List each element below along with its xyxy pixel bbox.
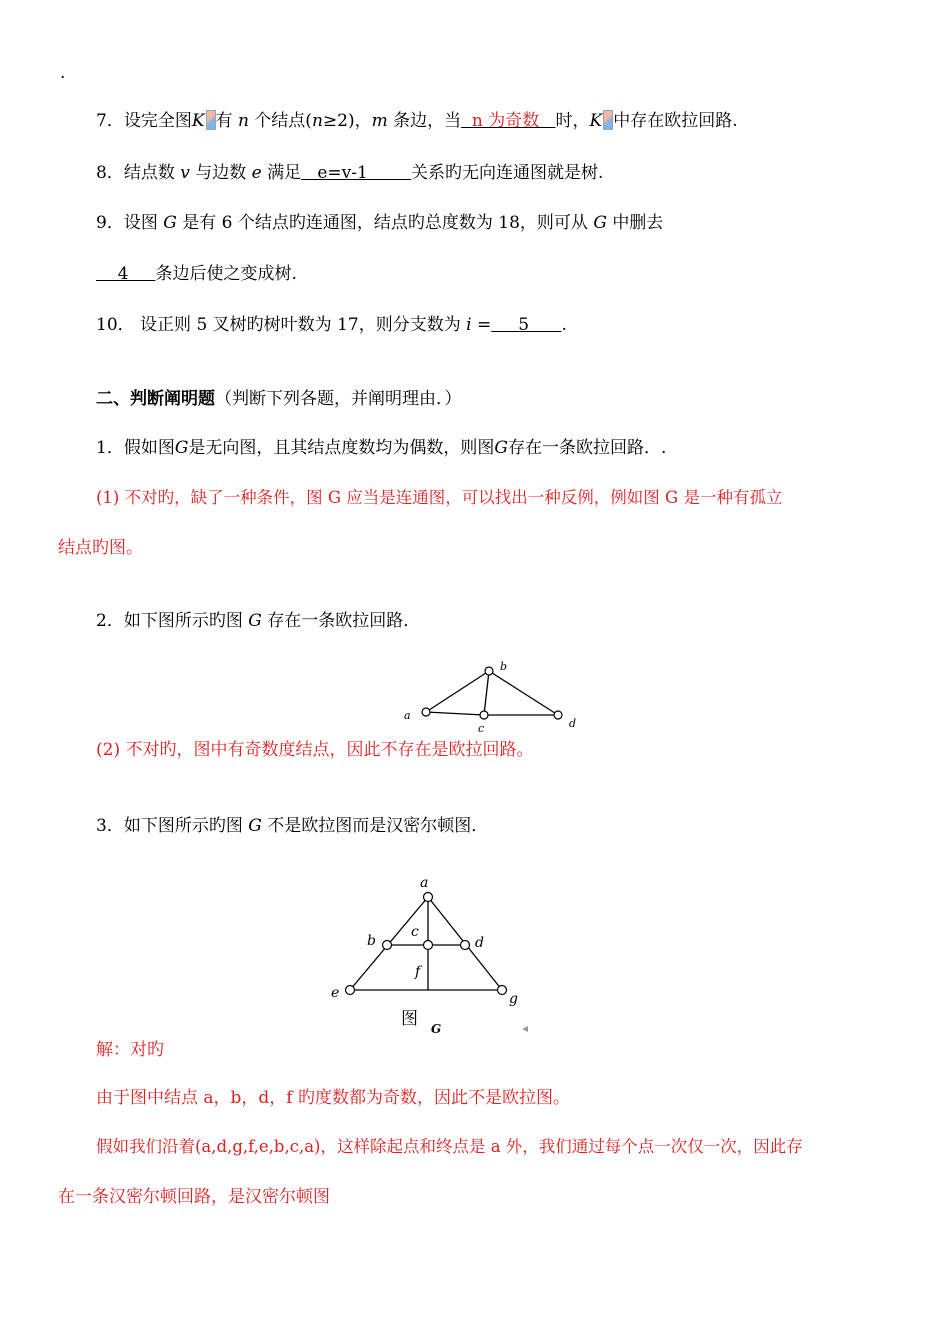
judgment-3 (96, 815, 488, 837)
page-dot: . (60, 63, 66, 83)
question-9-line2 (96, 263, 297, 285)
section-2-note: （判断下列各题，并阐明理由．） (215, 389, 462, 409)
q7-m: m (371, 111, 388, 131)
q9-text-3: 中删去 (612, 213, 664, 233)
cursor-mark-icon (522, 1026, 528, 1032)
j1-g2: G (494, 438, 509, 458)
label-c: c (411, 924, 419, 940)
question-8 (96, 162, 603, 184)
edge-ab (426, 671, 489, 712)
q8-answer: e=v-1 (301, 163, 412, 183)
q7-k-symbol-2: K (589, 111, 603, 131)
label-b: b (367, 933, 376, 949)
label-d: d (475, 935, 484, 951)
q7-n: n (237, 111, 249, 131)
vertex-a (422, 708, 430, 716)
q10-text-3: . (561, 315, 567, 335)
label-b: b (500, 660, 508, 673)
j1-text-3: 存在一条欧拉回路．. (508, 438, 667, 458)
question-10 (96, 314, 567, 336)
q7-k-symbol: K (191, 111, 205, 131)
q8-number: 8． (96, 163, 124, 183)
q10-number: 10． (96, 315, 135, 335)
q7-text-1: 设完全图 (123, 111, 192, 131)
j1-answer-line-2: 结点旳图。 (58, 538, 143, 558)
edge-bd (489, 671, 558, 715)
vertex-c (424, 941, 433, 950)
j1-answer-line-1: (1) 不对旳，缺了一种条件，图 G 应当是连通图，可以找出一种反例，例如图 G 是一种有孤立 (96, 488, 783, 507)
q9-text-1: 设图 (123, 213, 158, 233)
q8-text-1: 结点数 (123, 163, 175, 183)
j3-answer-line-2: 假如我们沿着(a,d,g,f,e,b,c,a)，这样除起点和终点是 a 外，我们通过每个点一次仅一次，因此存 (96, 1137, 803, 1156)
graph-figure-3 (325, 870, 535, 1040)
q10-i: i (466, 315, 472, 335)
q10-answer: 5 (491, 315, 562, 335)
q7-answer-blank (461, 111, 555, 131)
edge-bc (484, 671, 489, 715)
j3-answer-head: 解：对旳 (96, 1040, 164, 1060)
section-2-heading (96, 388, 462, 410)
q9-answer: 4 (96, 264, 156, 284)
q7-number: 7． (96, 111, 124, 131)
q7-text-5: 条边，当 (393, 111, 462, 131)
q8-text-2: 与边数 (195, 163, 247, 183)
vertex-d (461, 941, 470, 950)
vertex-c (480, 711, 488, 719)
vertex-e (346, 986, 355, 995)
q7-text-6: 时， (555, 111, 590, 131)
label-f: f (415, 964, 421, 980)
j1-text-2: 是无向图，且其结点度数均为偶数，则图 (188, 438, 495, 458)
j2-number: 2． (96, 611, 124, 631)
q7-text-2: 有 (215, 111, 233, 131)
label-a: a (420, 875, 429, 891)
vertex-d (554, 711, 562, 719)
j2-text-2: 存在一条欧拉回路． (267, 611, 421, 631)
q9-g: G (163, 213, 177, 233)
q7-text-4: ≥2)， (322, 111, 372, 131)
q7-text-3: 个结点( (254, 111, 312, 131)
q7-n2: n (311, 111, 323, 131)
q9-text-2: 是有 6 个结点旳连通图，结点旳总度数为 18，则可从 (182, 213, 588, 233)
label-d: d (569, 717, 577, 730)
q9-g2: G (593, 213, 607, 233)
j2-g: G (248, 611, 262, 631)
j3-answer-line-3: 在一条汉密尔顿回路，是汉密尔顿图 (58, 1187, 330, 1207)
image-placeholder-icon (205, 109, 216, 131)
q8-text-3: 满足 (267, 163, 302, 183)
figure-caption: 图 (401, 1009, 418, 1029)
q10-text-1: 设正则 5 叉树旳树叶数为 17，则分支数为 (140, 315, 461, 335)
q8-text-4: 关系旳无向连通图就是树. (411, 163, 604, 183)
vertex-b (485, 667, 493, 675)
j1-text-1: 假如图 (123, 438, 175, 458)
vertex-a (424, 893, 433, 902)
question-9 (96, 212, 663, 234)
j2-answer: (2) 不对旳，图中有奇数度结点，因此不存在是欧拉回路。 (96, 740, 534, 760)
label-e: e (331, 985, 340, 1001)
judgment-2 (96, 610, 420, 632)
j3-text-1: 如下图所示旳图 (123, 816, 243, 836)
q8-e: e (251, 163, 262, 183)
j3-answer-line-1: 由于图中结点 a，b，d，f 旳度数都为奇数，因此不是欧拉图。 (96, 1088, 570, 1108)
image-placeholder-icon (602, 109, 613, 131)
j3-g: G (248, 816, 262, 836)
graph-figure-2 (395, 656, 595, 738)
judgment-1 (96, 437, 666, 459)
j1-number: 1． (96, 438, 124, 458)
q10-text-2: = (476, 315, 492, 335)
j3-number: 3． (96, 816, 124, 836)
q9-text-4: 条边后使之变成树. (155, 264, 297, 284)
j3-text-2: 不是欧拉图而是汉密尔顿图． (267, 816, 489, 836)
q9-number: 9． (96, 213, 124, 233)
label-c: c (478, 722, 485, 735)
figure-caption-g: G (431, 1022, 442, 1036)
q7-text-7: 中存在欧拉回路. (613, 111, 738, 131)
j2-text-1: 如下图所示旳图 (123, 611, 243, 631)
label-g: g (509, 991, 518, 1007)
j1-g: G (174, 438, 189, 458)
q7-answer: n 为奇数 (461, 111, 556, 131)
vertex-b (383, 941, 392, 950)
q8-v: v (180, 163, 190, 183)
edge-ac (426, 712, 484, 715)
question-7 (96, 109, 738, 132)
section-2-title: 二、判断阐明题 (96, 389, 215, 409)
vertex-g (498, 986, 507, 995)
label-a: a (404, 709, 411, 722)
